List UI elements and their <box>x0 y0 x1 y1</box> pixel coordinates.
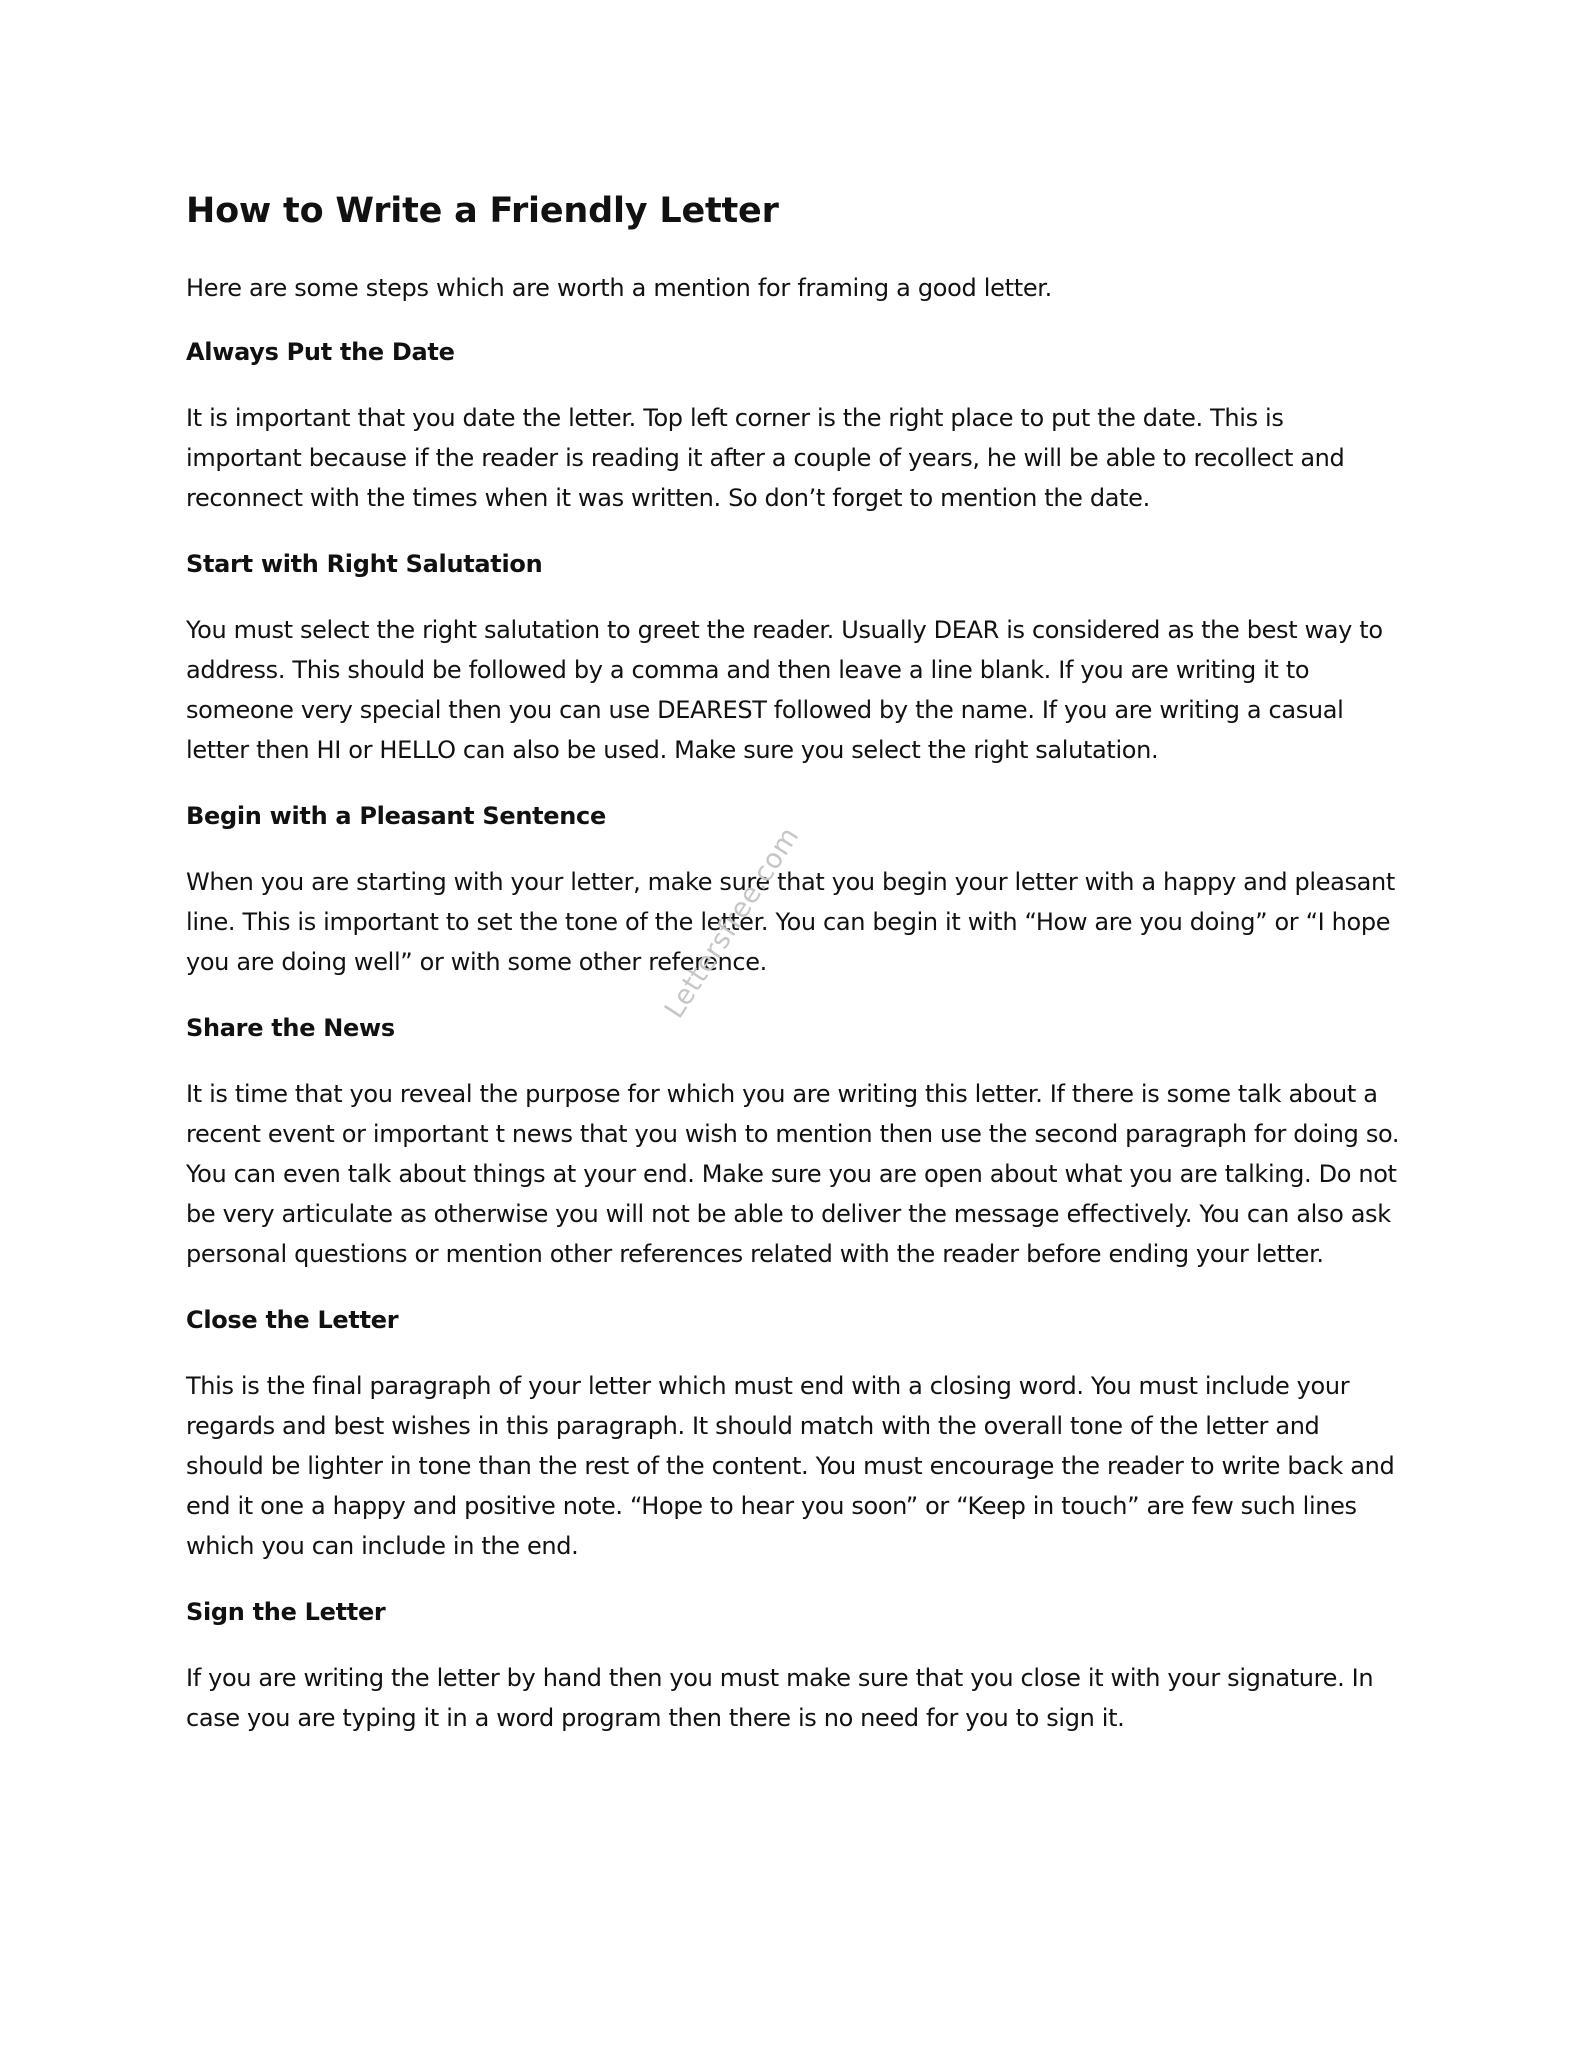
section-body: If you are writing the letter by hand then you must make sure that you close it with your signature. In case you are typing it in a word program then there is no need for you to sign it. <box>186 1664 1374 1732</box>
section-heading: Begin with a Pleasant Sentence <box>186 802 606 830</box>
section-close-letter <box>186 1300 1401 1566</box>
section-pleasant-sentence <box>186 796 1401 982</box>
section-salutation <box>186 544 1401 770</box>
document-title: How to Write a Friendly Letter <box>186 191 779 231</box>
section-heading: Close the Letter <box>186 1306 399 1334</box>
section-body: You must select the right salutation to greet the reader. Usually DEAR is considered as the best way to address. This should be followed by a comma and then leave a line blank. If you are writing it to someone very special then you can use DEAREST followed by the name. If you are writing a casual letter then HI or HELLO can also be used. Make sure you select the right salutation. <box>186 616 1383 764</box>
section-sign-letter <box>186 1592 1401 1738</box>
section-body: When you are starting with your letter, make sure that you begin your letter with a happy and pleasant line. This is important to set the tone of the letter. You can begin it with “How are you doing” or “I hope you are doing well” or with some other reference. <box>186 868 1395 976</box>
section-share-news <box>186 1008 1401 1274</box>
section-body: This is the final paragraph of your letter which must end with a closing word. You must include your regards and best wishes in this paragraph. It should match with the overall tone of the letter and should be lighter in tone than the rest of the content. You must encourage the reader to write back and end it one a happy and positive note. “Hope to hear you soon” or “Keep in touch” are few such lines which you can include in the end. <box>186 1372 1395 1560</box>
section-body: It is important that you date the letter. Top left corner is the right place to put the date. This is important because if the reader is reading it after a couple of years, he will be able to recollect and reconnect with the times when it was written. So don’t forget to mention the date. <box>186 404 1345 512</box>
section-date <box>186 332 1401 518</box>
section-heading: Always Put the Date <box>186 338 455 366</box>
watermark: Lettersfree.com <box>659 821 806 1024</box>
intro-paragraph: Here are some steps which are worth a mention for framing a good letter. <box>186 274 1052 302</box>
section-heading: Share the News <box>186 1014 395 1042</box>
section-body: It is time that you reveal the purpose for which you are writing this letter. If there is some talk about a recent event or important t news that you wish to mention then use the second paragraph for doing so. You can even talk about things at your end. Make sure you are open about what you are talking. Do not be very articulate as otherwise you will not be able to deliver the message effectively. You can also ask personal questions or mention other references related with the reader before ending your letter. <box>186 1080 1400 1268</box>
section-heading: Sign the Letter <box>186 1598 386 1626</box>
section-heading: Start with Right Salutation <box>186 550 543 578</box>
document-content <box>186 188 1401 1764</box>
